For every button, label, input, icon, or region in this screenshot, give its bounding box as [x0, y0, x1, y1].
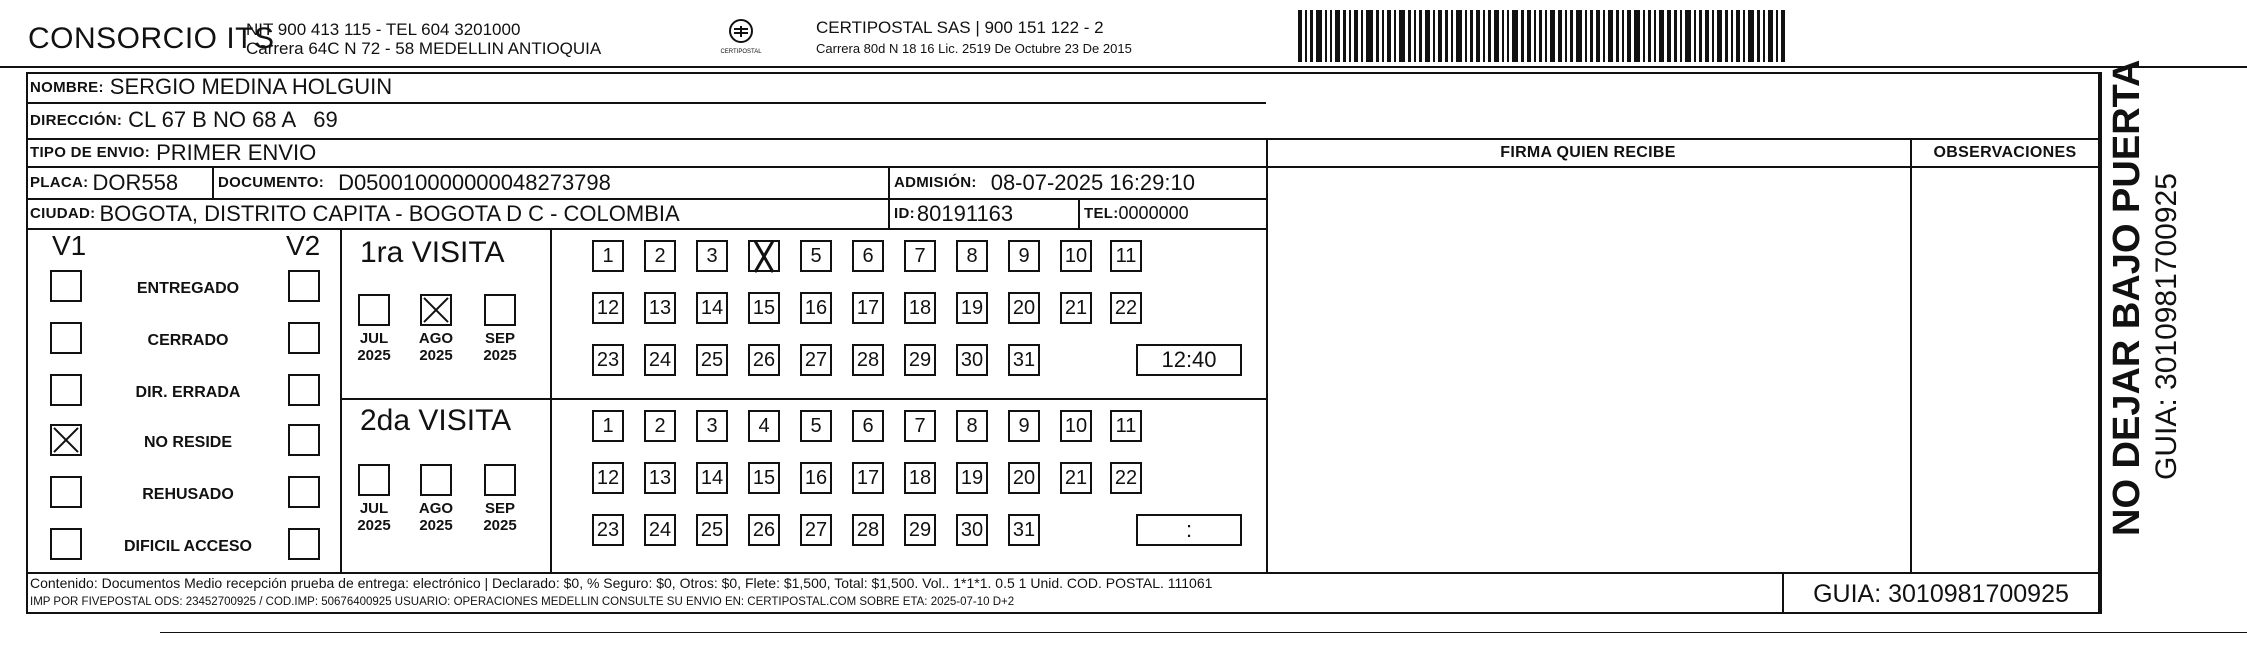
- documento-cell: [218, 167, 611, 198]
- day-box-4[interactable]: [748, 240, 780, 272]
- admision-value: 08-07-2025 16:29:10: [990, 169, 1195, 195]
- day-box-5[interactable]: 5: [800, 410, 832, 442]
- reason-label: REHUSADO: [142, 486, 234, 503]
- day-box-16[interactable]: 16: [800, 292, 832, 324]
- barcode: [1298, 10, 1938, 62]
- day-box-10[interactable]: 10: [1060, 240, 1092, 272]
- placa-cell: [30, 167, 178, 198]
- signature-area[interactable]: [1268, 168, 1908, 570]
- day-box-18[interactable]: 18: [904, 462, 936, 494]
- month-label: AGO 2025: [418, 330, 454, 364]
- day-box-22[interactable]: 22: [1110, 292, 1142, 324]
- day-box-7[interactable]: 7: [904, 410, 936, 442]
- reason-label: CERRADO: [147, 332, 229, 349]
- month-checkbox-jul[interactable]: [358, 464, 390, 496]
- v2-checkbox-4[interactable]: [288, 476, 320, 508]
- logo-text: CERTIPOSTAL: [720, 49, 762, 55]
- day-box-2[interactable]: 2: [644, 410, 676, 442]
- carrier-line: CERTIPOSTAL SAS | 900 151 122 - 2: [816, 18, 1104, 37]
- day-box-21[interactable]: 21: [1060, 462, 1092, 494]
- time-box[interactable]: 12:40: [1136, 344, 1242, 376]
- day-box-3[interactable]: 3: [696, 410, 728, 442]
- company-name: CONSORCIO ITS: [28, 22, 275, 55]
- day-box-9[interactable]: 9: [1008, 410, 1040, 442]
- documento-label: DOCUMENTO:: [218, 174, 325, 191]
- day-box-13[interactable]: 13: [644, 462, 676, 494]
- placa-value: DOR558: [92, 169, 179, 195]
- tel-cell: [1084, 199, 1189, 228]
- v2-checkbox-3[interactable]: [288, 424, 320, 456]
- firma-header: FIRMA QUIEN RECIBE: [1500, 144, 1676, 161]
- day-box-24[interactable]: 24: [644, 344, 676, 376]
- day-box-21[interactable]: 21: [1060, 292, 1092, 324]
- month-label: JUL 2025: [357, 500, 391, 534]
- tipo-envio-label: TIPO DE ENVIO:: [30, 144, 151, 161]
- day-box-31[interactable]: 31: [1008, 344, 1040, 376]
- day-box-15[interactable]: 15: [748, 462, 780, 494]
- v1-checkbox-5[interactable]: [50, 528, 82, 560]
- nit-line: NIT 900 413 115 - TEL 604 3201000: [246, 20, 521, 39]
- day-box-2[interactable]: 2: [644, 240, 676, 272]
- day-box-27[interactable]: 27: [800, 344, 832, 376]
- tipo-envio-value: PRIMER ENVIO: [156, 139, 317, 165]
- id-label: ID:: [894, 205, 915, 222]
- reason-label: DIFICIL ACCESO: [123, 538, 252, 555]
- day-box-30[interactable]: 30: [956, 344, 988, 376]
- day-box-31[interactable]: 31: [1008, 514, 1040, 546]
- day-box-28[interactable]: 28: [852, 344, 884, 376]
- day-box-1[interactable]: 1: [592, 240, 624, 272]
- day-box-23[interactable]: 23: [592, 344, 624, 376]
- tel-value: 0000000: [1118, 203, 1189, 223]
- v2-checkbox-2[interactable]: [288, 374, 320, 406]
- certipostal-logo: [706, 18, 776, 55]
- day-box-3[interactable]: 3: [696, 240, 728, 272]
- v1-checkbox-0[interactable]: [50, 270, 82, 302]
- month-checkbox-jul[interactable]: [358, 294, 390, 326]
- logo-emblem-icon: [724, 18, 758, 46]
- placa-label: PLACA:: [30, 174, 89, 191]
- day-box-18[interactable]: 18: [904, 292, 936, 324]
- direccion-row: [30, 103, 338, 137]
- day-box-29[interactable]: 29: [904, 344, 936, 376]
- v1-header: V1: [52, 230, 87, 261]
- reason-label: ENTREGADO: [136, 280, 240, 297]
- carrier-address: Carrera 80d N 18 16 Lic. 2519 De Octubre 23 De 2015: [816, 41, 1132, 56]
- day-box-24[interactable]: 24: [644, 514, 676, 546]
- no-dejar-bajo-puerta: NO DEJAR BAJO PUERTA: [2106, 59, 2148, 536]
- company-address: Carrera 64C N 72 - 58 MEDELLIN ANTIOQUIA: [246, 39, 602, 58]
- side-guia: GUIA: 3010981700925: [2150, 173, 2183, 480]
- day-box-17[interactable]: 17: [852, 292, 884, 324]
- day-box-23[interactable]: 23: [592, 514, 624, 546]
- day-box-19[interactable]: 19: [956, 462, 988, 494]
- company-info: [246, 20, 601, 58]
- nombre-label: NOMBRE:: [30, 78, 104, 96]
- day-box-25[interactable]: 25: [696, 344, 728, 376]
- day-box-20[interactable]: 20: [1008, 292, 1040, 324]
- day-box-13[interactable]: 13: [644, 292, 676, 324]
- direccion-label: DIRECCIÓN:: [30, 111, 123, 129]
- reason-label: DIR. ERRADA: [135, 384, 241, 401]
- month-checkbox-ago[interactable]: [420, 464, 452, 496]
- day-box-6[interactable]: 6: [852, 410, 884, 442]
- contenido-text: Contenido: Documentos Medio recepción prueba de entrega: electrónico | Declarado: $0, % Seguro: $0, Otros: $0, Flete: $1,500, Total: $1,500. Vol.. 1*1*1. 0.5 1 Unid. COD. POSTAL. 111061: [30, 575, 1213, 591]
- month-label: SEP 2025: [483, 330, 517, 364]
- day-box-30[interactable]: 30: [956, 514, 988, 546]
- day-box-8[interactable]: 8: [956, 240, 988, 272]
- observations-area[interactable]: [1912, 168, 2098, 570]
- day-box-25[interactable]: 25: [696, 514, 728, 546]
- admision-label: ADMISIÓN:: [894, 174, 977, 191]
- ciudad-value: BOGOTA, DISTRITO CAPITA - BOGOTA D C - COLOMBIA: [99, 200, 680, 226]
- day-box-11[interactable]: 11: [1110, 240, 1142, 272]
- day-box-7[interactable]: 7: [904, 240, 936, 272]
- month-checkbox-ago[interactable]: [420, 294, 452, 326]
- tel-label: TEL:: [1084, 205, 1119, 222]
- nombre-row: [30, 72, 392, 102]
- v1-checkbox-4[interactable]: [50, 476, 82, 508]
- reason-label: NO RESIDE: [143, 434, 232, 451]
- direccion-value: CL 67 B NO 68 A 69: [128, 107, 338, 132]
- day-box-14[interactable]: 14: [696, 292, 728, 324]
- id-value: 80191163: [916, 200, 1014, 226]
- day-box-12[interactable]: 12: [592, 292, 624, 324]
- month-checkbox-sep[interactable]: [484, 294, 516, 326]
- day-box-20[interactable]: 20: [1008, 462, 1040, 494]
- day-box-26[interactable]: 26: [748, 514, 780, 546]
- observaciones-header: OBSERVACIONES: [1933, 144, 2077, 161]
- day-box-4[interactable]: 4: [748, 410, 780, 442]
- v2-header: V2: [286, 230, 321, 261]
- v1-checkbox-3[interactable]: [50, 424, 82, 456]
- month-label: AGO 2025: [418, 500, 454, 534]
- carrier-info: [816, 18, 1132, 56]
- tipo-envio-row: [30, 139, 316, 166]
- day-box-16[interactable]: 16: [800, 462, 832, 494]
- v2-checkbox-1[interactable]: [288, 322, 320, 354]
- day-box-9[interactable]: 9: [1008, 240, 1040, 272]
- ciudad-label: CIUDAD:: [30, 205, 96, 222]
- day-box-10[interactable]: 10: [1060, 410, 1092, 442]
- day-box-22[interactable]: 22: [1110, 462, 1142, 494]
- day-box-17[interactable]: 17: [852, 462, 884, 494]
- day-box-11[interactable]: 11: [1110, 410, 1142, 442]
- documento-value: D050010000000048273798: [338, 169, 611, 195]
- ciudad-cell: [30, 199, 680, 228]
- admision-cell: [894, 167, 1195, 198]
- day-box-6[interactable]: 6: [852, 240, 884, 272]
- month-label: JUL 2025: [357, 330, 391, 364]
- day-box-8[interactable]: 8: [956, 410, 988, 442]
- v2-checkbox-0[interactable]: [288, 270, 320, 302]
- day-box-1[interactable]: 1: [592, 410, 624, 442]
- visit1-title: 1ra VISITA: [360, 236, 505, 269]
- time-box[interactable]: :: [1136, 514, 1242, 546]
- day-box-26[interactable]: 26: [748, 344, 780, 376]
- day-box-29[interactable]: 29: [904, 514, 936, 546]
- day-box-5[interactable]: 5: [800, 240, 832, 272]
- id-cell: [894, 199, 1013, 228]
- v1-checkbox-1[interactable]: [50, 322, 82, 354]
- footer-guia: GUIA: 3010981700925: [1813, 580, 2069, 608]
- day-box-12[interactable]: 12: [592, 462, 624, 494]
- v2-checkbox-5[interactable]: [288, 528, 320, 560]
- nombre-value: SERGIO MEDINA HOLGUIN: [109, 74, 393, 99]
- day-box-14[interactable]: 14: [696, 462, 728, 494]
- imp-text: IMP POR FIVEPOSTAL ODS: 23452700925 / COD.IMP: 50676400925 USUARIO: OPERACIONES MEDELLIN CONSULTE SU ENVIO EN: CERTIPOSTAL.COM SOBRE ETA: 2025-07-10 D+2: [30, 596, 1015, 608]
- day-box-15[interactable]: 15: [748, 292, 780, 324]
- v1-checkbox-2[interactable]: [50, 374, 82, 406]
- day-box-28[interactable]: 28: [852, 514, 884, 546]
- month-label: SEP 2025: [483, 500, 517, 534]
- day-box-19[interactable]: 19: [956, 292, 988, 324]
- visit2-title: 2da VISITA: [360, 404, 512, 437]
- day-box-27[interactable]: 27: [800, 514, 832, 546]
- month-checkbox-sep[interactable]: [484, 464, 516, 496]
